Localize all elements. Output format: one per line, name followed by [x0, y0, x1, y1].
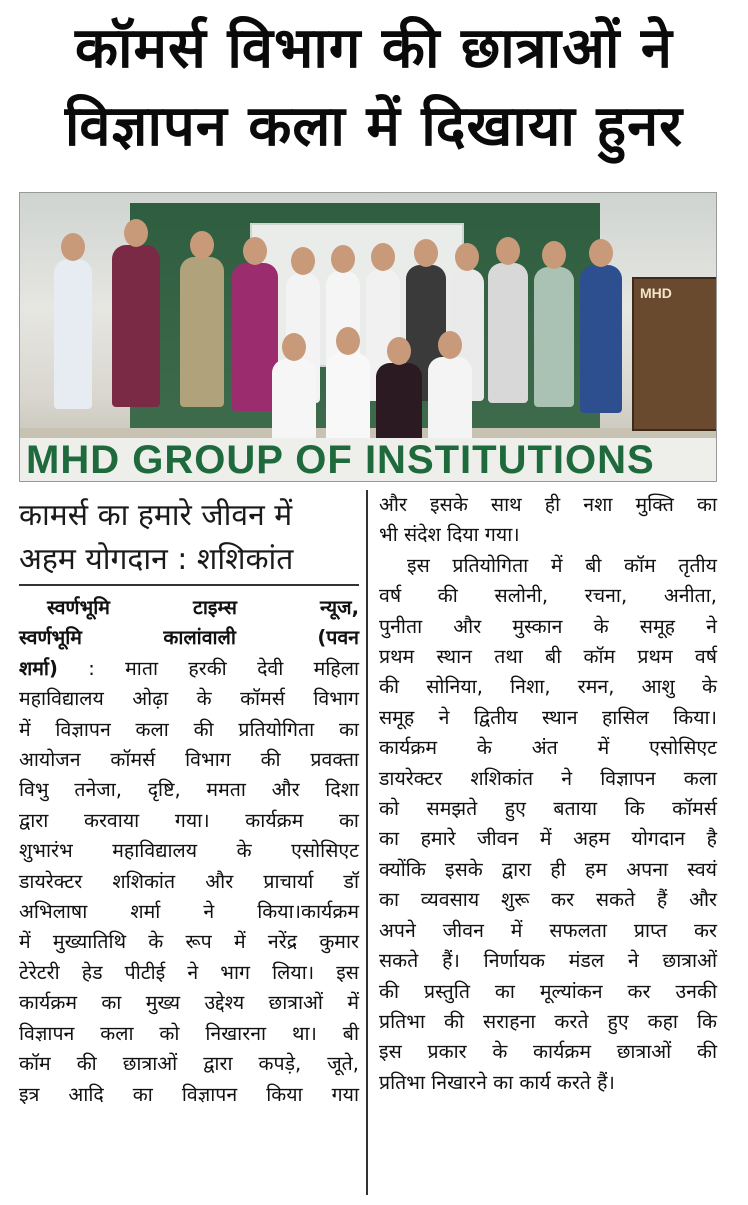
article-line: सकते हैं। निर्णायक मंडल ने छात्राओं: [379, 949, 717, 973]
article-line: अभिलाषा शर्मा ने किया।कार्यक्रम: [19, 900, 359, 924]
news-photo: [19, 192, 717, 482]
byline-line: स्वर्णभूमि टाइम्स न्यूज,: [47, 596, 359, 619]
photo-banner-text: MHD GROUP OF INSTITUTIONS: [26, 438, 655, 482]
article-line: में मुख्यातिथि के रूप में नरेंद्र कुमार: [19, 930, 359, 954]
article-column-left: [19, 593, 359, 1110]
article-line: की सोनिया, निशा, रमन, आशु के: [379, 675, 717, 699]
article-line: आयोजन कॉमर्स विभाग की प्रवक्ता: [19, 748, 359, 772]
article-line: डायरेक्टर शशिकांत और प्राचार्या डॉ: [19, 869, 359, 893]
article-line: प्रतिभा की सराहना करते हुए कहा कि: [379, 1009, 717, 1033]
article-line: डायरेक्टर शशिकांत ने विज्ञापन कला: [379, 766, 717, 790]
article-line: द्वारा करवाया गया। कार्यक्रम का: [19, 808, 359, 832]
photo-person: [376, 363, 422, 449]
article-line: प्रथम स्थान तथा बी कॉम प्रथम वर्ष: [379, 645, 717, 669]
subheading: [19, 494, 359, 582]
photo-person: [272, 359, 316, 449]
headline-line-1: कॉमर्स विभाग की छात्राओं ने: [75, 16, 673, 81]
subheading-rule: [19, 584, 359, 586]
article-line: प्रतिभा निखारने का कार्य करते हैं।: [379, 1070, 615, 1094]
photo-person: [54, 259, 92, 409]
article-line: और इसके साथ ही नशा मुक्ति का: [379, 493, 717, 516]
byline-end: शर्मा): [19, 656, 58, 680]
article-line: क्योंकि इसके द्वारा ही हम अपना स्वयं: [379, 857, 717, 881]
article-line: की प्रस्तुति का मूल्यांकन कर उनकी: [379, 979, 717, 1003]
article-line: पुनीता और मुस्कान के समूह ने: [379, 614, 717, 638]
article-line: का हमारे जीवन में अहम योगदान है: [379, 827, 717, 851]
subheading-line-1: कामर्स का हमारे जीवन में: [19, 498, 293, 533]
article-line: को समझते हुए बताया कि कॉमर्स: [379, 797, 717, 821]
subheading-line-2: अहम योगदान : शशिकांत: [19, 542, 294, 577]
article-line: इत्र आदि का विज्ञापन किया गया: [19, 1082, 359, 1106]
photo-person: [488, 263, 528, 403]
article-line: शुभारंभ महाविद्यालय के एसोसिएट: [19, 839, 359, 863]
article-line: टेरेटरी हेड पीटीई ने भाग लिया। इस: [19, 960, 359, 984]
column-divider: [366, 490, 368, 1195]
article-line: कार्यक्रम के अंत में एसोसिएट: [379, 736, 717, 760]
podium-logo: MHD: [640, 285, 672, 301]
photo-person: [580, 265, 622, 413]
article-line: कार्यक्रम का मुख्य उद्देश्य छात्राओं में: [19, 991, 359, 1015]
article-line: इस प्रतियोगिता में बी कॉम तृतीय: [407, 553, 717, 577]
article-line: इस प्रकार के कार्यक्रम छात्राओं की: [379, 1040, 717, 1064]
article-line: महाविद्यालय ओढ़ा के कॉमर्स विभाग: [19, 687, 359, 711]
headline-line-2: विज्ञापन कला में दिखाया हुनर: [64, 94, 684, 159]
photo-person: [112, 245, 160, 407]
headline: [0, 10, 748, 166]
article-line: समूह ने द्वितीय स्थान हासिल किया।: [379, 705, 717, 729]
byline-line: स्वर्णभूमि कालांवाली (पवन: [19, 626, 359, 650]
photo-podium: [632, 277, 717, 431]
photo-person: [326, 353, 370, 449]
article-line: का व्यवसाय शुरू कर सकते हैं और: [379, 888, 717, 912]
article-line: [19, 654, 359, 684]
photo-person: [534, 267, 574, 407]
article-line-rest: : माता हरकी देवी महिला: [57, 656, 359, 680]
photo-person: [180, 257, 224, 407]
article-column-right: [379, 490, 717, 1098]
article-line: भी संदेश दिया गया।: [379, 523, 520, 547]
article-line: वर्ष की सलोनी, रचना, अनीता,: [379, 584, 717, 608]
article-line: में विज्ञापन कला की प्रतियोगिता का: [19, 717, 359, 741]
article-line: विज्ञापन कला को निखारना था। बी: [19, 1021, 359, 1045]
article-line: अपने जीवन में सफलता प्राप्त कर: [379, 918, 717, 942]
article-line: कॉम की छात्राओं द्वारा कपड़े, जूते,: [19, 1052, 359, 1076]
photo-person: [428, 357, 472, 449]
article-line: विभु तनेजा, दृष्टि, ममता और दिशा: [19, 778, 359, 802]
